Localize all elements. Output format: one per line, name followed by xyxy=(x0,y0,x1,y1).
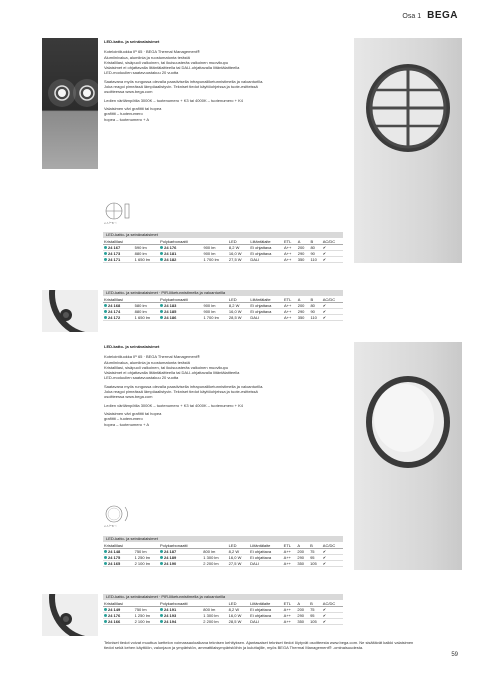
grid-lamp-image xyxy=(354,38,462,263)
cell: 1 300 lm xyxy=(202,555,227,561)
col-header: AC/DC xyxy=(322,543,343,549)
col-header: Polykarbonaatti xyxy=(159,239,202,245)
pir-thumbnail-2 xyxy=(42,594,98,636)
cell: 1 700 lm xyxy=(202,257,227,263)
section-title: LED-katto- ja seinävalaisimet xyxy=(104,39,160,44)
product-description-1 xyxy=(104,39,314,122)
cell: 28,5 W xyxy=(228,619,249,625)
spec-line: Saatavana myös rungossa olevalla paasiivisella infrapunaliiketunnistimella ja valoanturilla. xyxy=(104,383,264,389)
product-description-2 xyxy=(104,344,314,427)
cell: A++ xyxy=(283,607,297,613)
article-number: 24 175 xyxy=(108,555,121,560)
article-number: 24 166 xyxy=(108,619,121,624)
article-number: 24 194 xyxy=(163,619,177,624)
article-number: 24 148 xyxy=(108,549,121,554)
cell: 16,0 W xyxy=(228,309,250,315)
section-title: LED-katto- ja seinävalaisimet xyxy=(104,344,160,349)
cell: 16,0 W xyxy=(228,555,249,561)
page-header xyxy=(402,10,458,21)
lamp-outline-icon xyxy=(104,201,132,221)
cell: 350 xyxy=(297,315,310,321)
table-row xyxy=(103,619,343,625)
pir-lamp-image xyxy=(42,290,98,332)
cell: 2 100 lm xyxy=(134,561,159,567)
cell: 105 xyxy=(309,561,322,567)
cell: 350 xyxy=(297,257,310,263)
cell: 900 lm xyxy=(202,251,227,257)
cell: Ei ohjattava xyxy=(249,251,283,257)
col-header: LED xyxy=(228,601,249,607)
check-icon: ✔ xyxy=(322,607,343,613)
cell: Ei ohjattava xyxy=(249,607,283,613)
cell: 200 xyxy=(296,549,309,555)
cell: 90 xyxy=(309,251,321,257)
cell: 105 xyxy=(309,619,322,625)
table-title: LED-katto- ja seinävalaisimet xyxy=(103,232,343,238)
cell: 75 xyxy=(309,607,322,613)
cell: 900 lm xyxy=(202,309,227,315)
color-line: hopea – tuotenumero + A xyxy=(104,116,150,122)
bullet-icon xyxy=(160,614,163,617)
cell: A++ xyxy=(283,309,297,315)
article-number: 24 165 xyxy=(108,561,121,566)
cell: A++ xyxy=(283,257,297,263)
cell: 290 xyxy=(296,555,309,561)
cell: 2 100 lm xyxy=(134,619,159,625)
check-icon: ✔ xyxy=(322,303,343,309)
bullet-icon xyxy=(160,246,163,249)
check-icon: ✔ xyxy=(322,613,343,619)
col-header: LED xyxy=(228,297,250,303)
article-number: 24 183 xyxy=(164,303,177,308)
cell: A++ xyxy=(283,613,297,619)
color-line: Valaisimen väri grafiitti tai hopea xyxy=(104,105,162,111)
bullet-icon xyxy=(160,608,163,611)
check-icon: ✔ xyxy=(322,251,343,257)
cell: Ei ohjattava xyxy=(249,613,283,619)
color-line: Valaisimen väri grafiitti tai hopea xyxy=(104,410,162,416)
spec-line: Alumiinivalua, alumiinia ja ruostumatonta terästä xyxy=(104,359,190,365)
cell: A++ xyxy=(283,303,297,309)
lamp-outline-icon xyxy=(104,504,132,524)
cell: 900 lm xyxy=(202,245,227,251)
product-image-2 xyxy=(354,342,462,570)
round-lamp-image xyxy=(354,342,462,570)
cell: 750 lm xyxy=(134,549,159,555)
pir-lamp-image xyxy=(42,594,98,636)
cell: 800 lm xyxy=(202,607,227,613)
cell: 80 xyxy=(309,245,321,251)
spec-line: Valaisimet ei ohjattavalla liitäntälaitteella tai DALI-ohjattavalla liitäntälaitteella xyxy=(104,370,240,376)
col-header: B xyxy=(309,239,321,245)
col-header: ETL xyxy=(283,297,297,303)
bullet-icon xyxy=(104,258,107,261)
cell: 1 650 lm xyxy=(134,315,159,321)
col-header: A xyxy=(296,601,309,607)
col-header: B xyxy=(309,543,322,549)
led-line: Ledien värilämpötila 3000K – tuotenumero + K3 tai 4000K – tuotenumero + K4 xyxy=(104,402,243,408)
bullet-icon xyxy=(104,614,107,617)
spec-line: Kristallilasi, sisäpuoli valkoinen, tai ikuisuusteräs valkoinen muovikupu xyxy=(104,364,229,370)
bullet-icon xyxy=(160,556,163,559)
cell: 350 xyxy=(296,619,309,625)
check-icon: ✔ xyxy=(322,619,343,625)
spec-line: Kristallilasi, sisäpuoli valkoinen, tai ikuisuusteräs valkoinen muovikupu xyxy=(104,59,229,65)
product-table-2 xyxy=(103,290,343,321)
cell: Ei ohjattava xyxy=(249,549,283,555)
col-header: ETL xyxy=(283,543,297,549)
article-number: 24 176 xyxy=(108,613,121,618)
cell: A++ xyxy=(283,251,297,257)
bullet-icon xyxy=(160,304,163,307)
table-row xyxy=(103,561,343,567)
cell: 16,0 W xyxy=(228,251,250,257)
cell: DALI xyxy=(249,619,283,625)
cell: 200 xyxy=(296,607,309,613)
cell: 110 xyxy=(309,315,321,321)
spec-line: LED-moduulien saatavuustakuu 20 vuotta xyxy=(104,70,179,76)
col-header: A xyxy=(297,239,310,245)
article-number: 24 171 xyxy=(108,257,121,262)
spec-line: Joka reagoi pimeässä lämpöaalistyvin. Tekniset tiedot käyttöohjeissa ja tuote-esitteissä xyxy=(104,84,258,90)
cell: DALI xyxy=(249,257,283,263)
bullet-icon xyxy=(104,620,107,623)
cell: A++ xyxy=(283,245,297,251)
bullet-icon xyxy=(160,562,163,565)
cell: 95 xyxy=(309,613,322,619)
bullet-icon xyxy=(104,246,107,249)
article-number: 24 193 xyxy=(163,613,177,618)
spec-line: Kotelointiluokka IP 65 · BEGA Thermal Management® xyxy=(104,49,200,55)
dimension-labels: ⌀ A ⊢B⊣ xyxy=(104,221,117,225)
footer-note: Tekniset tiedot voivat muuttua luettelon voimassaoloaikana teknisen kehityksen. Ajantasaiset tekniset tiedot löytyvät osoitteesta www.bega.com. Ne sisältävät kaikki valaisimen tiedot sekä kehen käyttöön, valonjaon ja ympäristön, ammattilaisympäristöihin ja kuluttajille, myös BEGA Thermal Management® -ominaisuudesta. xyxy=(104,640,414,651)
cell: 8,2 W xyxy=(228,607,249,613)
cell: DALI xyxy=(249,315,283,321)
cell: 900 lm xyxy=(202,303,227,309)
color-line: hopea – tuotenumero + A xyxy=(104,421,150,427)
article-number: 24 167 xyxy=(108,245,121,250)
bullet-icon xyxy=(160,620,163,623)
pir-thumbnail-1 xyxy=(42,290,98,332)
article-number: 24 182 xyxy=(164,257,177,262)
article-number: 24 181 xyxy=(164,251,177,256)
table-title: LED-katto- ja seinävalaisimet · PIR-liiketunnistimella ja valoanturilla xyxy=(103,594,343,600)
cell: 8,2 W xyxy=(228,549,249,555)
col-header: AC/DC xyxy=(322,297,343,303)
cell: 2 200 lm xyxy=(202,619,227,625)
table-row xyxy=(103,257,343,263)
col-header: A xyxy=(296,543,309,549)
col-header: AC/DC xyxy=(322,601,343,607)
col-header: Polykarbonaatti xyxy=(159,297,202,303)
cell: 27,5 W xyxy=(228,257,250,263)
cell: 75 xyxy=(309,549,322,555)
product-table-4 xyxy=(103,594,343,625)
col-header: ETL xyxy=(283,601,297,607)
bullet-icon xyxy=(104,304,107,307)
cell: Ei ohjattava xyxy=(249,303,283,309)
article-number: 24 168 xyxy=(108,303,121,308)
article-number: 24 174 xyxy=(108,309,121,314)
table-title: LED-katto- ja seinävalaisimet · PIR-liiketunnistimella ja valoanturilla xyxy=(103,290,343,296)
cell: 1 700 lm xyxy=(202,315,227,321)
bullet-icon xyxy=(160,258,163,261)
cell: Ei ohjattava xyxy=(249,309,283,315)
cell: Ei ohjattava xyxy=(249,555,283,561)
product-table-3 xyxy=(103,536,343,567)
col-header: LED xyxy=(228,239,250,245)
cell: 8,2 W xyxy=(228,245,250,251)
col-header: Polykarbonaatti xyxy=(159,601,202,607)
col-header: Kristallilasi xyxy=(103,297,134,303)
page-number: 59 xyxy=(451,652,458,658)
bullet-icon xyxy=(104,562,107,565)
bullet-icon xyxy=(104,608,107,611)
article-number: 24 191 xyxy=(163,607,177,612)
article-number: 24 149 xyxy=(108,607,121,612)
table-title: LED-katto- ja seinävalaisimet xyxy=(103,536,343,542)
bullet-icon xyxy=(104,316,107,319)
cell: 800 lm xyxy=(202,549,227,555)
led-line: Ledien värilämpötila 3000K – tuotenumero + K3 tai 4000K – tuotenumero + K4 xyxy=(104,97,243,103)
col-header: ETL xyxy=(283,239,297,245)
cell: 90 xyxy=(309,309,321,315)
cell: 750 lm xyxy=(134,607,159,613)
spec-line: Valaisimet ei ohjattavalla liitäntälaitteella tai DALI-ohjattavalla liitäntälaitteella xyxy=(104,65,240,71)
table-row xyxy=(103,315,343,321)
spec-line: Alumiinivalua, alumiinia ja ruostumatonta terästä xyxy=(104,54,190,60)
cell: 1 300 lm xyxy=(202,613,227,619)
cell: A++ xyxy=(283,561,297,567)
brand-logo: BEGA xyxy=(427,10,458,21)
cell: 290 xyxy=(296,613,309,619)
col-header: Liitäntälaite xyxy=(249,601,283,607)
cell: 27,5 W xyxy=(228,561,249,567)
cell: A++ xyxy=(283,315,297,321)
dimension-labels: ⌀ A ⊢B⊣ xyxy=(104,524,117,528)
article-number: 24 176 xyxy=(164,245,177,250)
cell: 110 xyxy=(309,257,321,263)
col-header: A xyxy=(297,297,310,303)
check-icon: ✔ xyxy=(322,309,343,315)
col-header: Kristallilasi xyxy=(103,239,134,245)
wall-lamps-photo xyxy=(42,38,98,169)
spec-line: osoitteessa www.bega.com xyxy=(104,89,153,95)
cell: 2 200 lm xyxy=(202,561,227,567)
col-header: Liitäntälaite xyxy=(249,543,283,549)
check-icon: ✔ xyxy=(322,257,343,263)
cell: 880 lm xyxy=(134,251,159,257)
col-header: Liitäntälaite xyxy=(249,239,283,245)
cell: 1 650 lm xyxy=(134,257,159,263)
check-icon: ✔ xyxy=(322,315,343,321)
article-number: 24 173 xyxy=(108,251,121,256)
cell: 80 xyxy=(309,303,321,309)
bullet-icon xyxy=(160,252,163,255)
article-number: 24 190 xyxy=(163,561,177,566)
bullet-icon xyxy=(104,310,107,313)
product-image-1 xyxy=(354,38,462,263)
cell: 8,2 W xyxy=(228,303,250,309)
check-icon: ✔ xyxy=(322,245,343,251)
cell: DALI xyxy=(249,561,283,567)
article-number: 24 186 xyxy=(164,315,177,320)
spec-line: LED-moduulien saatavuustakuu 20 vuotta xyxy=(104,375,179,381)
cell: 28,5 W xyxy=(228,315,250,321)
ambient-photo xyxy=(42,38,98,169)
col-header: Polykarbonaatti xyxy=(159,543,202,549)
col-header: B xyxy=(309,297,321,303)
bullet-icon xyxy=(104,252,107,255)
cell: 1 250 lm xyxy=(134,613,159,619)
bullet-icon xyxy=(160,550,163,553)
bullet-icon xyxy=(160,310,163,313)
cell: A++ xyxy=(283,555,297,561)
cell: A++ xyxy=(283,619,297,625)
article-number: 24 187 xyxy=(163,549,177,554)
cell: 95 xyxy=(309,555,322,561)
bullet-icon xyxy=(104,550,107,553)
spec-line: osoitteessa www.bega.com xyxy=(104,394,153,400)
cell: 590 lm xyxy=(134,245,159,251)
bullet-icon xyxy=(104,556,107,559)
cell: A++ xyxy=(283,549,297,555)
col-header: Liitäntälaite xyxy=(249,297,283,303)
cell: 580 lm xyxy=(134,303,159,309)
spec-line: Kotelointiluokka IP 65 · BEGA Thermal Management® xyxy=(104,354,200,360)
col-header: LED xyxy=(228,543,249,549)
cell: 1 250 lm xyxy=(134,555,159,561)
check-icon: ✔ xyxy=(322,555,343,561)
cell: Ei ohjattava xyxy=(249,245,283,251)
part-label: Osa 1 xyxy=(402,13,422,20)
check-icon: ✔ xyxy=(322,549,343,555)
cell: 200 xyxy=(297,245,310,251)
spec-line: Joka reagoi pimeässä lämpöaalistyvin. Tekniset tiedot käyttöohjeissa ja tuote-esitteissä xyxy=(104,389,258,395)
col-header: Kristallilasi xyxy=(103,601,134,607)
spec-line: Saatavana myös rungossa olevalla paasiivisella infrapunaliiketunnistimella ja valoanturilla. xyxy=(104,78,264,84)
col-header: B xyxy=(309,601,322,607)
color-line: grafiitti – tuotenumero xyxy=(104,111,143,117)
check-icon: ✔ xyxy=(322,561,343,567)
product-table-1 xyxy=(103,232,343,263)
cell: 290 xyxy=(297,309,310,315)
cell: 350 xyxy=(296,561,309,567)
article-number: 24 172 xyxy=(108,315,121,320)
col-header: AC/DC xyxy=(322,239,343,245)
cell: 200 xyxy=(297,303,310,309)
cell: 16,0 W xyxy=(228,613,249,619)
col-header: Kristallilasi xyxy=(103,543,134,549)
cell: 290 xyxy=(297,251,310,257)
color-line: grafiitti – tuotenumero xyxy=(104,416,143,422)
bullet-icon xyxy=(160,316,163,319)
article-number: 24 185 xyxy=(164,309,177,314)
article-number: 24 189 xyxy=(163,555,177,560)
cell: 880 lm xyxy=(134,309,159,315)
